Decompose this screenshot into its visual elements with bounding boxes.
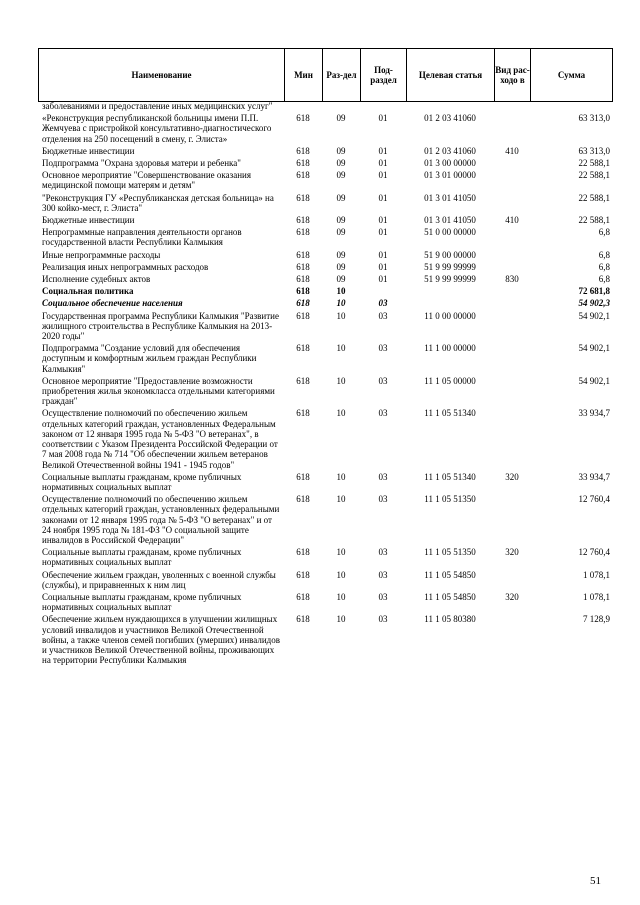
budget-table bbox=[38, 101, 612, 665]
row-vid bbox=[494, 225, 530, 247]
row-podrazdel: 03 bbox=[378, 614, 388, 625]
row-celevaya bbox=[406, 296, 494, 308]
row-min: 618 bbox=[296, 614, 310, 625]
row-vid bbox=[494, 296, 530, 308]
row-razdel: 09 bbox=[336, 227, 346, 238]
table-row bbox=[38, 213, 612, 225]
row-vid: 410 bbox=[505, 215, 519, 226]
header-podrazdel: Под-раздел bbox=[361, 49, 407, 102]
row-podrazdel: 01 bbox=[378, 170, 388, 181]
row-summa: 22 588,1 bbox=[578, 158, 610, 169]
row-summa: 63 313,0 bbox=[578, 113, 610, 124]
row-summa: 72 681,8 bbox=[578, 286, 610, 297]
row-vid bbox=[494, 309, 530, 342]
row-celevaya: 01 3 00 00000 bbox=[424, 158, 476, 169]
header-vid: Вид рас-ходо в bbox=[495, 49, 531, 102]
row-min: 618 bbox=[296, 145, 310, 156]
row-celevaya: 11 1 00 00000 bbox=[424, 343, 476, 354]
row-min: 618 bbox=[296, 158, 310, 169]
row-celevaya: 11 1 05 54850 bbox=[424, 569, 476, 580]
row-razdel: 10 bbox=[336, 591, 346, 602]
row-razdel: 09 bbox=[336, 113, 346, 124]
table-row bbox=[38, 284, 612, 296]
row-razdel: 10 bbox=[336, 408, 346, 419]
row-summa: 12 760,4 bbox=[578, 494, 610, 505]
row-summa: 7 128,9 bbox=[583, 614, 610, 625]
row-min: 618 bbox=[296, 547, 310, 558]
row-min: 618 bbox=[296, 591, 310, 602]
row-razdel bbox=[322, 101, 360, 111]
row-celevaya: 51 9 99 99999 bbox=[424, 274, 476, 285]
row-name: Подпрограмма "Охрана здоровья матери и ребенка" bbox=[42, 158, 241, 169]
table-row bbox=[38, 101, 612, 111]
row-summa: 54 902,1 bbox=[578, 343, 610, 354]
row-summa: 33 934,7 bbox=[578, 471, 610, 482]
row-razdel: 10 bbox=[336, 375, 346, 386]
table-row bbox=[38, 568, 612, 590]
row-razdel: 09 bbox=[336, 261, 346, 272]
row-min: 618 bbox=[296, 249, 310, 260]
row-name: Осуществление полномочий по обеспечению жильем отдельных категорий граждан, установленных Федеральным законом от 12 января 1995 года № 5-ФЗ "О ветеранах", в соответствии с Указом Президента Российской Федерации от 7 мая 2008 года № 714 "Об обеспечении жильем ветеранов Великой Отечественной войны 1941 - 1945 годов" bbox=[42, 408, 278, 470]
row-summa: 6,8 bbox=[598, 274, 610, 285]
row-min: 618 bbox=[296, 310, 310, 321]
row-celevaya: 11 1 05 51340 bbox=[424, 408, 476, 419]
row-name: Исполнение судебных актов bbox=[42, 274, 151, 285]
row-razdel: 10 bbox=[336, 298, 346, 309]
row-vid bbox=[494, 284, 530, 296]
row-summa: 6,8 bbox=[598, 249, 610, 260]
table-row bbox=[38, 272, 612, 284]
budget-table-body bbox=[38, 101, 612, 665]
table-row bbox=[38, 406, 612, 469]
row-name: Реализация иных непрограммных расходов bbox=[42, 261, 209, 272]
row-vid bbox=[494, 156, 530, 168]
row-min: 618 bbox=[296, 261, 310, 272]
row-vid bbox=[494, 568, 530, 590]
table-row bbox=[38, 191, 612, 213]
table-row bbox=[38, 168, 612, 190]
row-razdel: 10 bbox=[336, 286, 346, 297]
row-razdel: 09 bbox=[336, 192, 346, 203]
row-name: Иные непрограммные расходы bbox=[42, 249, 161, 260]
header-name: Наименование bbox=[39, 49, 285, 102]
row-podrazdel: 01 bbox=[378, 145, 388, 156]
row-podrazdel: 01 bbox=[378, 215, 388, 226]
row-vid: 320 bbox=[505, 547, 519, 558]
header-razdel: Раз-дел bbox=[323, 49, 361, 102]
row-razdel: 10 bbox=[336, 547, 346, 558]
row-name: Социальное обеспечение населения bbox=[42, 298, 183, 309]
row-podrazdel: 03 bbox=[378, 569, 388, 580]
row-razdel: 09 bbox=[336, 249, 346, 260]
row-vid bbox=[494, 406, 530, 469]
row-min: 618 bbox=[296, 215, 310, 226]
row-summa bbox=[530, 101, 612, 111]
row-razdel: 10 bbox=[336, 343, 346, 354]
row-name: Основное мероприятие "Предоставление возможности приобретения жилья экономкласса отдельными категориями граждан" bbox=[42, 375, 275, 407]
row-name: «Реконструкция республиканской больницы имени П.П. Жемчуева с пристройкой консультативно-диагностического отделения на 250 посещений в смену, г. Элиста» bbox=[42, 113, 272, 144]
row-min: 618 bbox=[296, 569, 310, 580]
row-summa: 22 588,1 bbox=[578, 215, 610, 226]
row-celevaya: 11 1 05 80380 bbox=[424, 614, 476, 625]
row-summa: 63 313,0 bbox=[578, 145, 610, 156]
row-name: Социальные выплаты гражданам, кроме публичных нормативных социальных выплат bbox=[42, 591, 242, 613]
row-summa: 12 760,4 bbox=[578, 547, 610, 558]
table-row bbox=[38, 545, 612, 567]
row-razdel: 10 bbox=[336, 569, 346, 580]
table-row bbox=[38, 374, 612, 407]
row-podrazdel: 01 bbox=[378, 249, 388, 260]
row-razdel: 09 bbox=[336, 170, 346, 181]
row-podrazdel bbox=[360, 284, 406, 296]
row-podrazdel: 01 bbox=[378, 113, 388, 124]
row-celevaya bbox=[406, 101, 494, 111]
row-vid bbox=[494, 341, 530, 374]
row-summa: 1 078,1 bbox=[583, 591, 610, 602]
row-name: Государственная программа Республики Калмыкия "Развитие жилищного строительства в Республике Калмыкия на 2013-2020 годы" bbox=[42, 310, 279, 342]
row-min: 618 bbox=[296, 471, 310, 482]
row-razdel: 09 bbox=[336, 274, 346, 285]
row-name: Бюджетные инвестиции bbox=[42, 145, 135, 156]
row-vid bbox=[494, 101, 530, 111]
row-name: "Реконструкция ГУ «Республиканская детская больница» на 300 койко-мест, г. Элиста" bbox=[42, 192, 274, 213]
table-row bbox=[38, 248, 612, 260]
row-min: 618 bbox=[296, 286, 310, 297]
row-min bbox=[284, 101, 322, 111]
row-podrazdel: 03 bbox=[378, 298, 388, 309]
row-podrazdel: 01 bbox=[378, 158, 388, 169]
header-celevaya: Целевая статья bbox=[407, 49, 495, 102]
row-celevaya: 51 0 00 00000 bbox=[424, 227, 476, 238]
row-min: 618 bbox=[296, 408, 310, 419]
row-vid bbox=[494, 168, 530, 190]
row-name: Социальные выплаты гражданам, кроме публичных нормативных социальных выплат bbox=[42, 471, 242, 492]
row-min: 618 bbox=[296, 343, 310, 354]
row-celevaya: 01 3 01 41050 bbox=[424, 215, 476, 226]
row-podrazdel: 03 bbox=[378, 471, 388, 482]
row-vid bbox=[494, 248, 530, 260]
row-summa: 6,8 bbox=[598, 227, 610, 238]
row-vid bbox=[494, 612, 530, 665]
row-celevaya bbox=[406, 284, 494, 296]
row-summa: 22 588,1 bbox=[578, 192, 610, 203]
table-row bbox=[38, 590, 612, 612]
row-podrazdel: 03 bbox=[378, 494, 388, 505]
row-summa: 54 902,1 bbox=[578, 310, 610, 321]
row-podrazdel: 01 bbox=[378, 227, 388, 238]
row-vid: 830 bbox=[505, 274, 519, 285]
row-celevaya: 51 9 99 99999 bbox=[424, 261, 476, 272]
row-vid bbox=[494, 191, 530, 213]
table-row bbox=[38, 309, 612, 342]
row-name: Обеспечение жильем нуждающихся в улучшении жилищных условий инвалидов и участников Великой Отечественной войны, а также членов семей погибших (умерших) инвалидов и участников Великой Отечественной войны, проживающих на территории Республики Калмыкия bbox=[42, 614, 280, 666]
row-summa: 22 588,1 bbox=[578, 170, 610, 181]
table-row bbox=[38, 470, 612, 492]
row-podrazdel: 03 bbox=[378, 547, 388, 558]
table-header bbox=[38, 48, 613, 102]
row-podrazdel: 01 bbox=[378, 261, 388, 272]
row-podrazdel: 03 bbox=[378, 343, 388, 354]
row-vid bbox=[494, 111, 530, 144]
header-min: Мин bbox=[285, 49, 323, 102]
row-razdel: 10 bbox=[336, 494, 346, 505]
row-name: заболеваниями и предоставление иных медицинских услуг" bbox=[42, 101, 273, 111]
row-name: Непрограммные направления деятельности органов государственной власти Республики Калмыкия bbox=[42, 227, 242, 248]
row-name: Осуществление полномочий по обеспечению жильем отдельных категорий граждан, установленных федеральными законами от 12 января 1995 года № 5-ФЗ "О ветеранах" и от 24 ноября 1995 года № 181-ФЗ "О социальной защите инвалидов в Российской Федерации" bbox=[42, 494, 280, 545]
row-podrazdel bbox=[360, 101, 406, 111]
table-row bbox=[38, 156, 612, 168]
table-row bbox=[38, 296, 612, 308]
row-podrazdel: 01 bbox=[378, 274, 388, 285]
table-row bbox=[38, 111, 612, 144]
page-number: 51 bbox=[590, 875, 601, 887]
row-summa: 54 902,3 bbox=[578, 298, 610, 309]
row-celevaya: 11 1 05 00000 bbox=[424, 375, 476, 386]
row-name: Социальная политика bbox=[42, 286, 134, 297]
table-row bbox=[38, 260, 612, 272]
row-vid bbox=[494, 374, 530, 407]
row-razdel: 10 bbox=[336, 310, 346, 321]
row-vid bbox=[494, 492, 530, 545]
row-celevaya: 01 2 03 41060 bbox=[424, 145, 476, 156]
row-razdel: 10 bbox=[336, 614, 346, 625]
row-celevaya: 11 1 05 54850 bbox=[424, 591, 476, 602]
row-podrazdel: 01 bbox=[378, 192, 388, 203]
row-razdel: 10 bbox=[336, 471, 346, 482]
row-razdel: 09 bbox=[336, 215, 346, 226]
row-name: Обеспечение жильем граждан, уволенных с военной службы (службы), и приравненных к ним лиц bbox=[42, 569, 276, 590]
row-min: 618 bbox=[296, 113, 310, 124]
row-min: 618 bbox=[296, 375, 310, 386]
row-vid: 410 bbox=[505, 145, 519, 156]
row-celevaya: 11 1 05 51340 bbox=[424, 471, 476, 482]
row-celevaya: 01 3 01 41050 bbox=[424, 192, 476, 203]
row-vid bbox=[494, 260, 530, 272]
row-podrazdel: 03 bbox=[378, 375, 388, 386]
row-celevaya: 11 1 05 51350 bbox=[424, 494, 476, 505]
row-celevaya: 01 3 01 00000 bbox=[424, 170, 476, 181]
row-min: 618 bbox=[296, 298, 310, 309]
row-name: Подпрограмма "Создание условий для обеспечения доступным и комфортным жильем граждан Республики Калмыкия" bbox=[42, 343, 257, 374]
row-min: 618 bbox=[296, 170, 310, 181]
table-row bbox=[38, 492, 612, 545]
row-celevaya: 51 9 00 00000 bbox=[424, 249, 476, 260]
row-podrazdel: 03 bbox=[378, 408, 388, 419]
header-summa: Сумма bbox=[531, 49, 613, 102]
row-celevaya: 01 2 03 41060 bbox=[424, 113, 476, 124]
row-celevaya: 11 1 05 51350 bbox=[424, 547, 476, 558]
row-razdel: 09 bbox=[336, 145, 346, 156]
row-min: 618 bbox=[296, 192, 310, 203]
row-vid: 320 bbox=[505, 471, 519, 482]
table-row bbox=[38, 612, 612, 665]
row-summa: 33 934,7 bbox=[578, 408, 610, 419]
row-name: Социальные выплаты гражданам, кроме публичных нормативных социальных выплат bbox=[42, 547, 242, 568]
row-celevaya: 11 0 00 00000 bbox=[424, 310, 476, 321]
row-podrazdel: 03 bbox=[378, 310, 388, 321]
table-row bbox=[38, 341, 612, 374]
table-row bbox=[38, 225, 612, 247]
row-summa: 54 902,1 bbox=[578, 375, 610, 386]
row-name: Основное мероприятие "Совершенствование оказания медицинской помощи матерям и детям" bbox=[42, 170, 251, 191]
table-row bbox=[38, 144, 612, 156]
row-name: Бюджетные инвестиции bbox=[42, 215, 135, 226]
row-min: 618 bbox=[296, 494, 310, 505]
row-razdel: 09 bbox=[336, 158, 346, 169]
row-vid: 320 bbox=[505, 591, 519, 602]
row-summa: 6,8 bbox=[598, 261, 610, 272]
row-summa: 1 078,1 bbox=[583, 569, 610, 580]
row-podrazdel: 03 bbox=[378, 591, 388, 602]
row-min: 618 bbox=[296, 227, 310, 238]
row-min: 618 bbox=[296, 274, 310, 285]
